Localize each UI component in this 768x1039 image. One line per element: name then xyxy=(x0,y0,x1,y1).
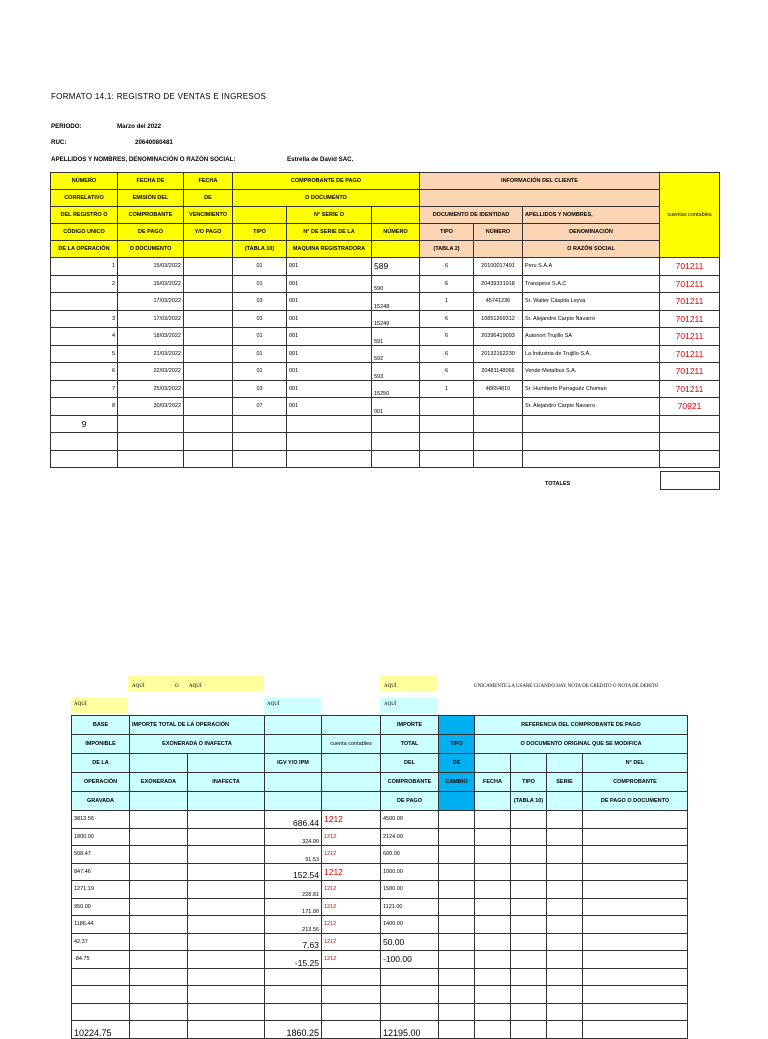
cell-base xyxy=(72,1003,130,1021)
cell-tipo: 01 xyxy=(233,363,287,381)
table-row xyxy=(51,275,720,293)
cell-serie xyxy=(287,450,372,468)
h-tipo2-1: TIPO xyxy=(511,773,547,792)
cell-tipo xyxy=(233,433,287,451)
cell-dn: 45741236 xyxy=(474,293,523,311)
cell-dt xyxy=(420,398,474,416)
cell-base xyxy=(72,968,130,986)
cell-total: -100.00 xyxy=(381,951,439,969)
cell-dt: 6 xyxy=(420,328,474,346)
cell-cuenta xyxy=(660,415,720,433)
table-row xyxy=(51,328,720,346)
cell-cuenta: 701211 xyxy=(660,310,720,328)
table-row xyxy=(51,450,720,468)
cell-fecha xyxy=(118,433,184,451)
cell-total xyxy=(381,986,439,1004)
cell-n xyxy=(51,433,118,451)
cell-serie xyxy=(287,433,372,451)
cell-dn xyxy=(474,398,523,416)
cell-n xyxy=(51,450,118,468)
h-base-4: OPERACIÓN xyxy=(72,773,130,792)
table-row xyxy=(72,898,688,916)
cell-fecha: 16/03/2022 xyxy=(118,275,184,293)
cell-igv: 171.00 xyxy=(265,898,322,916)
h-tipo-cambio-3: CAMBIO xyxy=(439,773,475,792)
cell-igv: 7.63 xyxy=(265,933,322,951)
cell-fecha xyxy=(118,415,184,433)
cell-numero: 15248 xyxy=(372,293,420,311)
cell-serie: 001 xyxy=(287,328,372,346)
cell-nombre: La Industria de Trujillo S.A. xyxy=(523,345,660,363)
h-importe-1: IMPORTE xyxy=(381,716,439,735)
h-doc-identidad: DOCUMENTO DE IDENTIDAD xyxy=(420,207,523,224)
h-ref-1: REFERENCIA DEL COMPROBANTE DE PAGO xyxy=(475,716,688,735)
cell-tipo: 01 xyxy=(233,275,287,293)
cell-tipo: 03 xyxy=(233,293,287,311)
cell-nombre xyxy=(523,433,660,451)
table-row xyxy=(72,846,688,864)
table-row xyxy=(72,968,688,986)
cell-serie: 001 xyxy=(287,275,372,293)
h-fecha-em-2: EMISIÓN DEL xyxy=(118,190,184,207)
table-row xyxy=(51,363,720,381)
cell-dn: 10851269312 xyxy=(474,310,523,328)
h-tipo-1: TIPO xyxy=(233,224,287,241)
cell-cuenta: 701211 xyxy=(660,293,720,311)
cell-igv: 686.44 xyxy=(265,811,322,829)
cell-total xyxy=(381,968,439,986)
h-num-3: DEL REGISTRO O xyxy=(51,207,118,224)
cell-base: 508.47 xyxy=(72,846,130,864)
cell-dt: 1 xyxy=(420,380,474,398)
report-title: FORMATO 14.1: REGISTRO DE VENTAS E INGRESOS xyxy=(51,92,267,101)
razon-value: Estrella de David SAC. xyxy=(287,156,354,163)
cell-dt xyxy=(420,450,474,468)
cell-serie: 001 xyxy=(287,345,372,363)
h-ndel-2: COMPROBANTE xyxy=(583,773,688,792)
cell-base: 42.37 xyxy=(72,933,130,951)
cell-tipo: 03 xyxy=(233,310,287,328)
cell-nombre: Peru S.A.A xyxy=(523,258,660,276)
h-fecha-em-5: O DOCUMENTO xyxy=(118,241,184,258)
cell-total: 600.00 xyxy=(381,846,439,864)
cell-tipo: 01 xyxy=(233,258,287,276)
cell-igv: 228.81 xyxy=(265,881,322,899)
cell-nombre xyxy=(523,415,660,433)
cell-numero: 590 xyxy=(372,275,420,293)
cell-fecha: 25/03/2022 xyxy=(118,380,184,398)
cell-total xyxy=(381,1003,439,1021)
h-ndel-1: N° DEL xyxy=(583,754,688,773)
periodo-label: PERIODO: xyxy=(51,123,82,130)
cell-dt: 1 xyxy=(420,293,474,311)
cell-igv: 152.54 xyxy=(265,863,322,881)
table-row xyxy=(51,258,720,276)
h-numero: NÚMERO xyxy=(372,224,420,241)
periodo-value: Marzo del 2022 xyxy=(117,123,162,130)
cell-numero xyxy=(372,433,420,451)
razon-label: APELLIDOS Y NOMBRES, DENOMINACIÓN O RAZÓN SOCIAL: xyxy=(51,156,236,163)
cell-base: 1186.44 xyxy=(72,916,130,934)
ruc-label: RUC: xyxy=(51,139,67,146)
total-igv: 1860.25 xyxy=(265,1021,322,1039)
cell-cta xyxy=(322,986,381,1004)
cell-dt: 6 xyxy=(420,310,474,328)
cell-cta: 1212 xyxy=(322,846,381,864)
cell-cta xyxy=(322,1003,381,1021)
cell-cuenta: 701211 xyxy=(660,328,720,346)
cell-dt: 6 xyxy=(420,275,474,293)
cell-cuenta: 701211 xyxy=(660,258,720,276)
cell-fecha: 17/03/2022 xyxy=(118,310,184,328)
cell-serie: 001 xyxy=(287,310,372,328)
cell-cta: 1212 xyxy=(322,933,381,951)
cell-igv: -15.25 xyxy=(265,951,322,969)
cell-serie xyxy=(287,415,372,433)
h-num-5: DE LA OPERACIÓN xyxy=(51,241,118,258)
cell-igv: 91.53 xyxy=(265,846,322,864)
aqui-5: AQUÍ xyxy=(267,702,280,707)
cell-fecha: 21/03/2022 xyxy=(118,345,184,363)
cell-total: 1121.00 xyxy=(381,898,439,916)
cell-total: 4500.00 xyxy=(381,811,439,829)
h-num-2: CORRELATIVO xyxy=(51,190,118,207)
cell-fecha: 18/03/2022 xyxy=(118,328,184,346)
h-importe-op-2: EXONERADA O INAFECTA xyxy=(130,735,265,754)
cell-numero: 001 xyxy=(372,398,420,416)
h-cuentas: cuentas contables xyxy=(660,173,720,258)
h-tipo-cambio-2: DE xyxy=(439,754,475,773)
table-row xyxy=(51,433,720,451)
h-base-5: GRAVADA xyxy=(72,792,130,811)
h-inafecta: INAFECTA xyxy=(188,773,265,792)
cell-numero: 591 xyxy=(372,328,420,346)
h-doc-numero: NÚMERO xyxy=(474,224,523,241)
cell-dn: 20132162230 xyxy=(474,345,523,363)
cell-dn: 20439331918 xyxy=(474,275,523,293)
cell-n: 9 xyxy=(51,415,118,433)
cell-cuenta xyxy=(660,433,720,451)
cell-dn: 20396419093 xyxy=(474,328,523,346)
table-row xyxy=(51,293,720,311)
h-fecha-venc-4: Y/O PAGO xyxy=(184,224,233,241)
cell-serie: 001 xyxy=(287,398,372,416)
cell-tipo: 01 xyxy=(233,328,287,346)
aqui-6: AQUÍ xyxy=(384,702,397,707)
table-row xyxy=(51,415,720,433)
h-serie-1: N° SERIE O xyxy=(287,207,372,224)
table-row xyxy=(72,986,688,1004)
cell-cuenta: 701211 xyxy=(660,380,720,398)
cell-serie: 001 xyxy=(287,380,372,398)
h-igv: IGV Y/O IPM xyxy=(265,754,322,773)
cell-dt: 6 xyxy=(420,345,474,363)
cell-cta: 1212 xyxy=(322,916,381,934)
cell-cuenta: 701211 xyxy=(660,275,720,293)
h-doc-tipo-2: (TABLA 2) xyxy=(420,241,474,258)
cell-fecha: 17/03/2022 xyxy=(118,293,184,311)
h-fecha-venc-3: VENCIMIENTO xyxy=(184,207,233,224)
nota-credito: UNICAMENTE LA USARE CUANDO HAY NOTA DE CREDITO O NOTA DE DEBITO xyxy=(474,684,659,689)
h-serie-2: N° DE SERIE DE LA xyxy=(287,224,372,241)
cell-serie: 001 xyxy=(287,293,372,311)
cell-nombre: Vende Metalbus S.A. xyxy=(523,363,660,381)
h-doc-tipo-1: TIPO xyxy=(420,224,474,241)
h-tipo2-2: (TABLA 10) xyxy=(511,792,547,811)
cell-n: 2 xyxy=(51,275,118,293)
cell-n: 4 xyxy=(51,328,118,346)
cell-igv xyxy=(265,1003,322,1021)
base-imponible-table xyxy=(71,715,688,1039)
h-num-1: NÚMERO xyxy=(51,173,118,190)
h-fecha: FECHA xyxy=(475,773,511,792)
h-tipo-2: (TABLA 10) xyxy=(233,241,287,258)
h-ndel-3: DE PAGO O DOCUMENTO xyxy=(583,792,688,811)
aqui-o: O xyxy=(175,684,179,689)
cell-total: 1400.00 xyxy=(381,916,439,934)
h-fecha-em-4: DE PAGO xyxy=(118,224,184,241)
cell-dn xyxy=(474,450,523,468)
cell-fecha: 15/03/2022 xyxy=(118,258,184,276)
h-importe-5: DE PAGO xyxy=(381,792,439,811)
aqui-2: AQUÍ xyxy=(189,684,202,689)
cell-n: 5 xyxy=(51,345,118,363)
table-row xyxy=(72,916,688,934)
cell-n xyxy=(51,293,118,311)
h-serie2: SERIE xyxy=(547,773,583,792)
cell-dt: 6 xyxy=(420,258,474,276)
h-tipo-cambio-1: TIPO xyxy=(439,735,475,754)
cell-cuenta xyxy=(660,450,720,468)
cell-nombre: Sr. Humberto Parraguéz Chuman xyxy=(523,380,660,398)
h-importe-4: COMPROBANTE xyxy=(381,773,439,792)
h-info-cliente: INFORMACIÓN DEL CLIENTE xyxy=(420,173,660,190)
h-serie-3: MAQUINA REGISTRADORA xyxy=(287,241,372,258)
cell-nombre xyxy=(523,450,660,468)
cell-total: 2124.00 xyxy=(381,828,439,846)
h-num-4: CÓDIGO UNICO xyxy=(51,224,118,241)
cell-cuenta: 701211 xyxy=(660,345,720,363)
cell-igv xyxy=(265,968,322,986)
cell-cta xyxy=(322,968,381,986)
cell-cta: 1212 xyxy=(322,828,381,846)
h-importe-2: TOTAL xyxy=(381,735,439,754)
cell-igv: 324.00 xyxy=(265,828,322,846)
cell-fecha xyxy=(118,450,184,468)
cell-nombre: Sr. Alejandro Carpio Navarro xyxy=(523,310,660,328)
cell-cta: 1212 xyxy=(322,898,381,916)
cell-cta: 1212 xyxy=(322,881,381,899)
cell-cuenta: 70921 xyxy=(660,398,720,416)
table-row xyxy=(72,1003,688,1021)
cell-tipo: 01 xyxy=(233,345,287,363)
ruc-value: 20640080481 xyxy=(135,139,173,146)
cell-fecha: 22/03/2022 xyxy=(118,363,184,381)
table-row xyxy=(51,310,720,328)
cell-dt: 6 xyxy=(420,363,474,381)
table-row xyxy=(51,380,720,398)
cell-cta: 1212 xyxy=(322,951,381,969)
cell-dt xyxy=(420,415,474,433)
cell-numero: 15249 xyxy=(372,310,420,328)
h-fecha-em-1: FECHA DE xyxy=(118,173,184,190)
table-row xyxy=(51,345,720,363)
h-fecha-venc-2: DE xyxy=(184,190,233,207)
h-base-2: IMPONIBLE xyxy=(72,735,130,754)
cell-total: 50.00 xyxy=(381,933,439,951)
aqui-3: AQUÍ xyxy=(384,684,397,689)
table-row xyxy=(72,881,688,899)
h-comprobante-2: O DOCUMENTO xyxy=(233,190,420,207)
table-row xyxy=(72,811,688,829)
h-exonerada: EXONERADA xyxy=(130,773,188,792)
table-row xyxy=(72,863,688,881)
cell-numero: 15250 xyxy=(372,380,420,398)
h-comprobante-1: COMPROBANTE DE PAGO xyxy=(233,173,420,190)
cell-dt xyxy=(420,433,474,451)
h-fecha-venc-1: FECHA xyxy=(184,173,233,190)
table-row xyxy=(72,951,688,969)
cell-fecha: 30/03/2022 xyxy=(118,398,184,416)
cell-n: 1 xyxy=(51,258,118,276)
cell-n: 7 xyxy=(51,380,118,398)
cell-serie: 001 xyxy=(287,258,372,276)
cell-serie: 001 xyxy=(287,363,372,381)
totales-label: TOTALES xyxy=(545,481,571,487)
cell-base: 1271.19 xyxy=(72,881,130,899)
cell-nombre: Sr. Alejandro Carpio Navarro xyxy=(523,398,660,416)
cell-tipo: 03 xyxy=(233,380,287,398)
cell-dn xyxy=(474,415,523,433)
cell-numero xyxy=(372,415,420,433)
total-base: 10224.75 xyxy=(72,1021,130,1039)
h-importe-3: DEL xyxy=(381,754,439,773)
cell-n: 3 xyxy=(51,310,118,328)
cell-numero: 592 xyxy=(372,345,420,363)
total-importe: 12195.00 xyxy=(381,1021,439,1039)
sales-register-table xyxy=(50,172,720,468)
cell-base: 3813.56 xyxy=(72,811,130,829)
h-nombres-2: DENOMINACIÓN xyxy=(523,224,660,241)
h-base-3: DE LA xyxy=(72,754,130,773)
h-fecha-em-3: COMPROBANTE xyxy=(118,207,184,224)
cell-dn xyxy=(474,433,523,451)
h-nombres-1: APELLIDOS Y NOMBRES, xyxy=(523,207,660,224)
h-ref-2: O DOCUMENTO ORIGINAL QUE SE MODIFICA xyxy=(475,735,688,754)
cell-n: 6 xyxy=(51,363,118,381)
cell-tipo: 07 xyxy=(233,398,287,416)
cell-base: 1800.00 xyxy=(72,828,130,846)
table-row xyxy=(72,933,688,951)
cell-base: 847.46 xyxy=(72,863,130,881)
cell-n: 8 xyxy=(51,398,118,416)
cell-numero xyxy=(372,450,420,468)
cell-cta: 1212 xyxy=(322,811,381,829)
cell-base: 950.00 xyxy=(72,898,130,916)
cell-cta: 1212 xyxy=(322,863,381,881)
h-importe-op-1: IMPORTE TOTAL DE LA OPERACIÓN xyxy=(130,716,265,735)
cell-igv: 213.56 xyxy=(265,916,322,934)
cell-total: 1500.00 xyxy=(381,881,439,899)
h-base-1: BASE xyxy=(72,716,130,735)
aqui-1: AQUÍ xyxy=(132,684,145,689)
table-row xyxy=(72,828,688,846)
cell-cuenta: 701211 xyxy=(660,363,720,381)
cell-numero: 593 xyxy=(372,363,420,381)
cell-igv xyxy=(265,986,322,1004)
cell-tipo xyxy=(233,450,287,468)
cell-numero: 589 xyxy=(372,258,420,276)
cell-nombre: Autonort Trujillo SA xyxy=(523,328,660,346)
cell-dn: 20481148066 xyxy=(474,363,523,381)
table-row xyxy=(51,398,720,416)
cell-total: 1000.00 xyxy=(381,863,439,881)
cell-tipo xyxy=(233,415,287,433)
totales-box xyxy=(660,471,720,490)
cell-base: -84.75 xyxy=(72,951,130,969)
aqui-4: AQUÍ xyxy=(74,702,87,707)
cell-base xyxy=(72,986,130,1004)
h-cuenta: cuenta contables xyxy=(322,735,381,754)
cell-dn: 48654810 xyxy=(474,380,523,398)
cell-nombre: Sr. Walter Cáspita Leyva xyxy=(523,293,660,311)
cell-nombre: Transpess S.A.C xyxy=(523,275,660,293)
cell-dn: 20100017491 xyxy=(474,258,523,276)
h-nombres-3: O RAZÓN SOCIAL xyxy=(523,241,660,258)
